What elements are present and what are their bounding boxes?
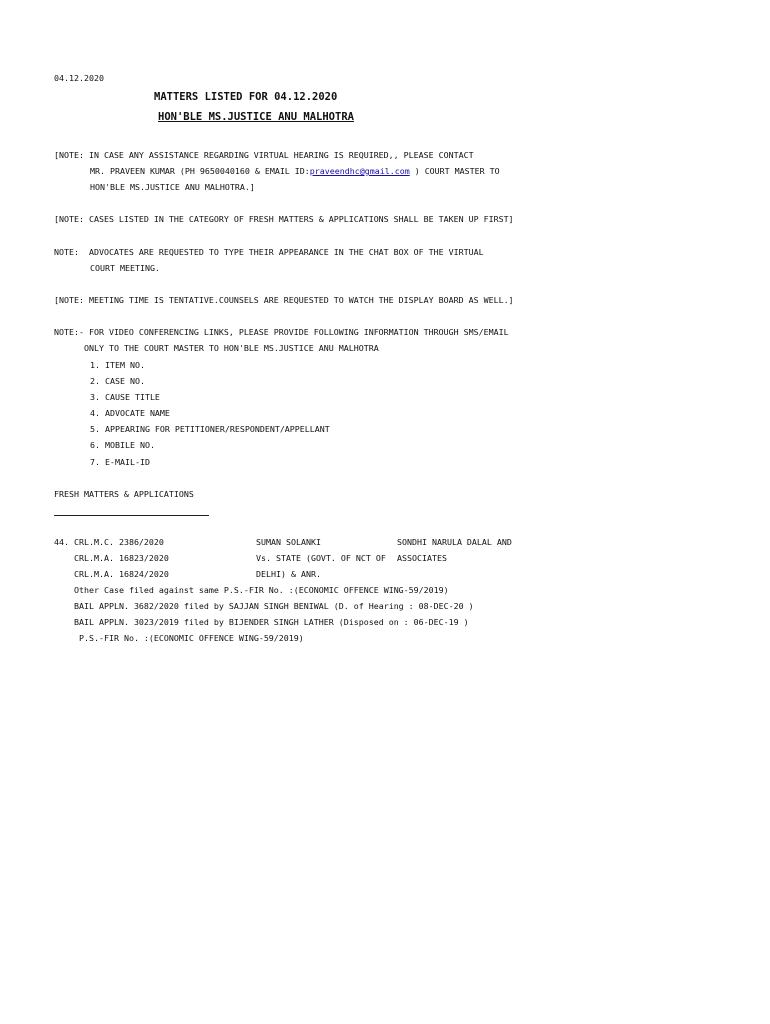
case-advocate: SONDHI NARULA DALAL AND xyxy=(397,537,512,547)
info-item: 5. APPEARING FOR PETITIONER/RESPONDENT/APPELLANT xyxy=(90,424,330,434)
case-number: CRL.M.A. 16824/2020 xyxy=(74,569,169,579)
info-item: 1. ITEM NO. xyxy=(90,360,145,370)
note-vc-links-line1: NOTE:- FOR VIDEO CONFERENCING LINKS, PLEASE PROVIDE FOLLOWING INFORMATION THROUGH SMS/EMAIL xyxy=(54,327,509,337)
info-item: 3. CAUSE TITLE xyxy=(90,392,160,402)
note-assistance-line3: HON'BLE MS.JUSTICE ANU MALHOTRA.] xyxy=(90,182,255,192)
case-parties: SUMAN SOLANKI xyxy=(256,537,321,547)
note-assistance-line2 xyxy=(90,163,500,179)
case-detail: BAIL APPLN. 3023/2019 filed by BIJENDER SINGH LATHER (Disposed on : 06-DEC-19 ) xyxy=(74,617,469,627)
info-item: 7. E-MAIL-ID xyxy=(90,457,150,467)
info-item: 6. MOBILE NO. xyxy=(90,440,155,450)
note-assistance-line1: [NOTE: IN CASE ANY ASSISTANCE REGARDING VIRTUAL HEARING IS REQUIRED,, PLEASE CONTACT xyxy=(54,150,474,160)
case-detail: Other Case filed against same P.S.-FIR No. :(ECONOMIC OFFENCE WING-59/2019) xyxy=(74,585,449,595)
judge-name: HON'BLE MS.JUSTICE ANU MALHOTRA xyxy=(158,111,354,123)
email-link[interactable]: praveendhc@gmail.com xyxy=(309,166,410,176)
section-divider xyxy=(54,515,209,516)
case-advocate: ASSOCIATES xyxy=(397,553,447,563)
section-heading: FRESH MATTERS & APPLICATIONS xyxy=(54,489,194,499)
case-detail: BAIL APPLN. 3682/2020 filed by SAJJAN SINGH BENIWAL (D. of Hearing : 08-DEC-20 ) xyxy=(74,601,474,611)
note-appearance-line2: COURT MEETING. xyxy=(90,263,160,273)
case-detail: P.S.-FIR No. :(ECONOMIC OFFENCE WING-59/2019) xyxy=(74,633,304,643)
info-item: 2. CASE NO. xyxy=(90,376,145,386)
note-assistance-role: ) COURT MASTER TO xyxy=(409,166,500,176)
list-date: 04.12.2020 xyxy=(54,73,104,83)
case-number: CRL.M.C. 2386/2020 xyxy=(74,537,164,547)
info-item: 4. ADVOCATE NAME xyxy=(90,408,170,418)
case-item-number: 44. xyxy=(54,537,69,547)
note-vc-links-line2: ONLY TO THE COURT MASTER TO HON'BLE MS.JUSTICE ANU MALHOTRA xyxy=(84,343,379,353)
case-parties: Vs. STATE (GOVT. OF NCT OF xyxy=(256,553,386,563)
note-meeting-time: [NOTE: MEETING TIME IS TENTATIVE.COUNSELS ARE REQUESTED TO WATCH THE DISPLAY BOARD AS WELL.] xyxy=(54,295,514,305)
note-fresh-matters: [NOTE: CASES LISTED IN THE CATEGORY OF FRESH MATTERS & APPLICATIONS SHALL BE TAKEN UP FIRST] xyxy=(54,214,514,224)
case-number: CRL.M.A. 16823/2020 xyxy=(74,553,169,563)
case-parties: DELHI) & ANR. xyxy=(256,569,321,579)
note-appearance-line1: NOTE: ADVOCATES ARE REQUESTED TO TYPE THEIR APPEARANCE IN THE CHAT BOX OF THE VIRTUAL xyxy=(54,247,484,257)
note-assistance-contact: MR. PRAVEEN KUMAR (PH 9650040160 & EMAIL ID: xyxy=(90,166,310,176)
page-title: MATTERS LISTED FOR 04.12.2020 xyxy=(154,91,338,103)
